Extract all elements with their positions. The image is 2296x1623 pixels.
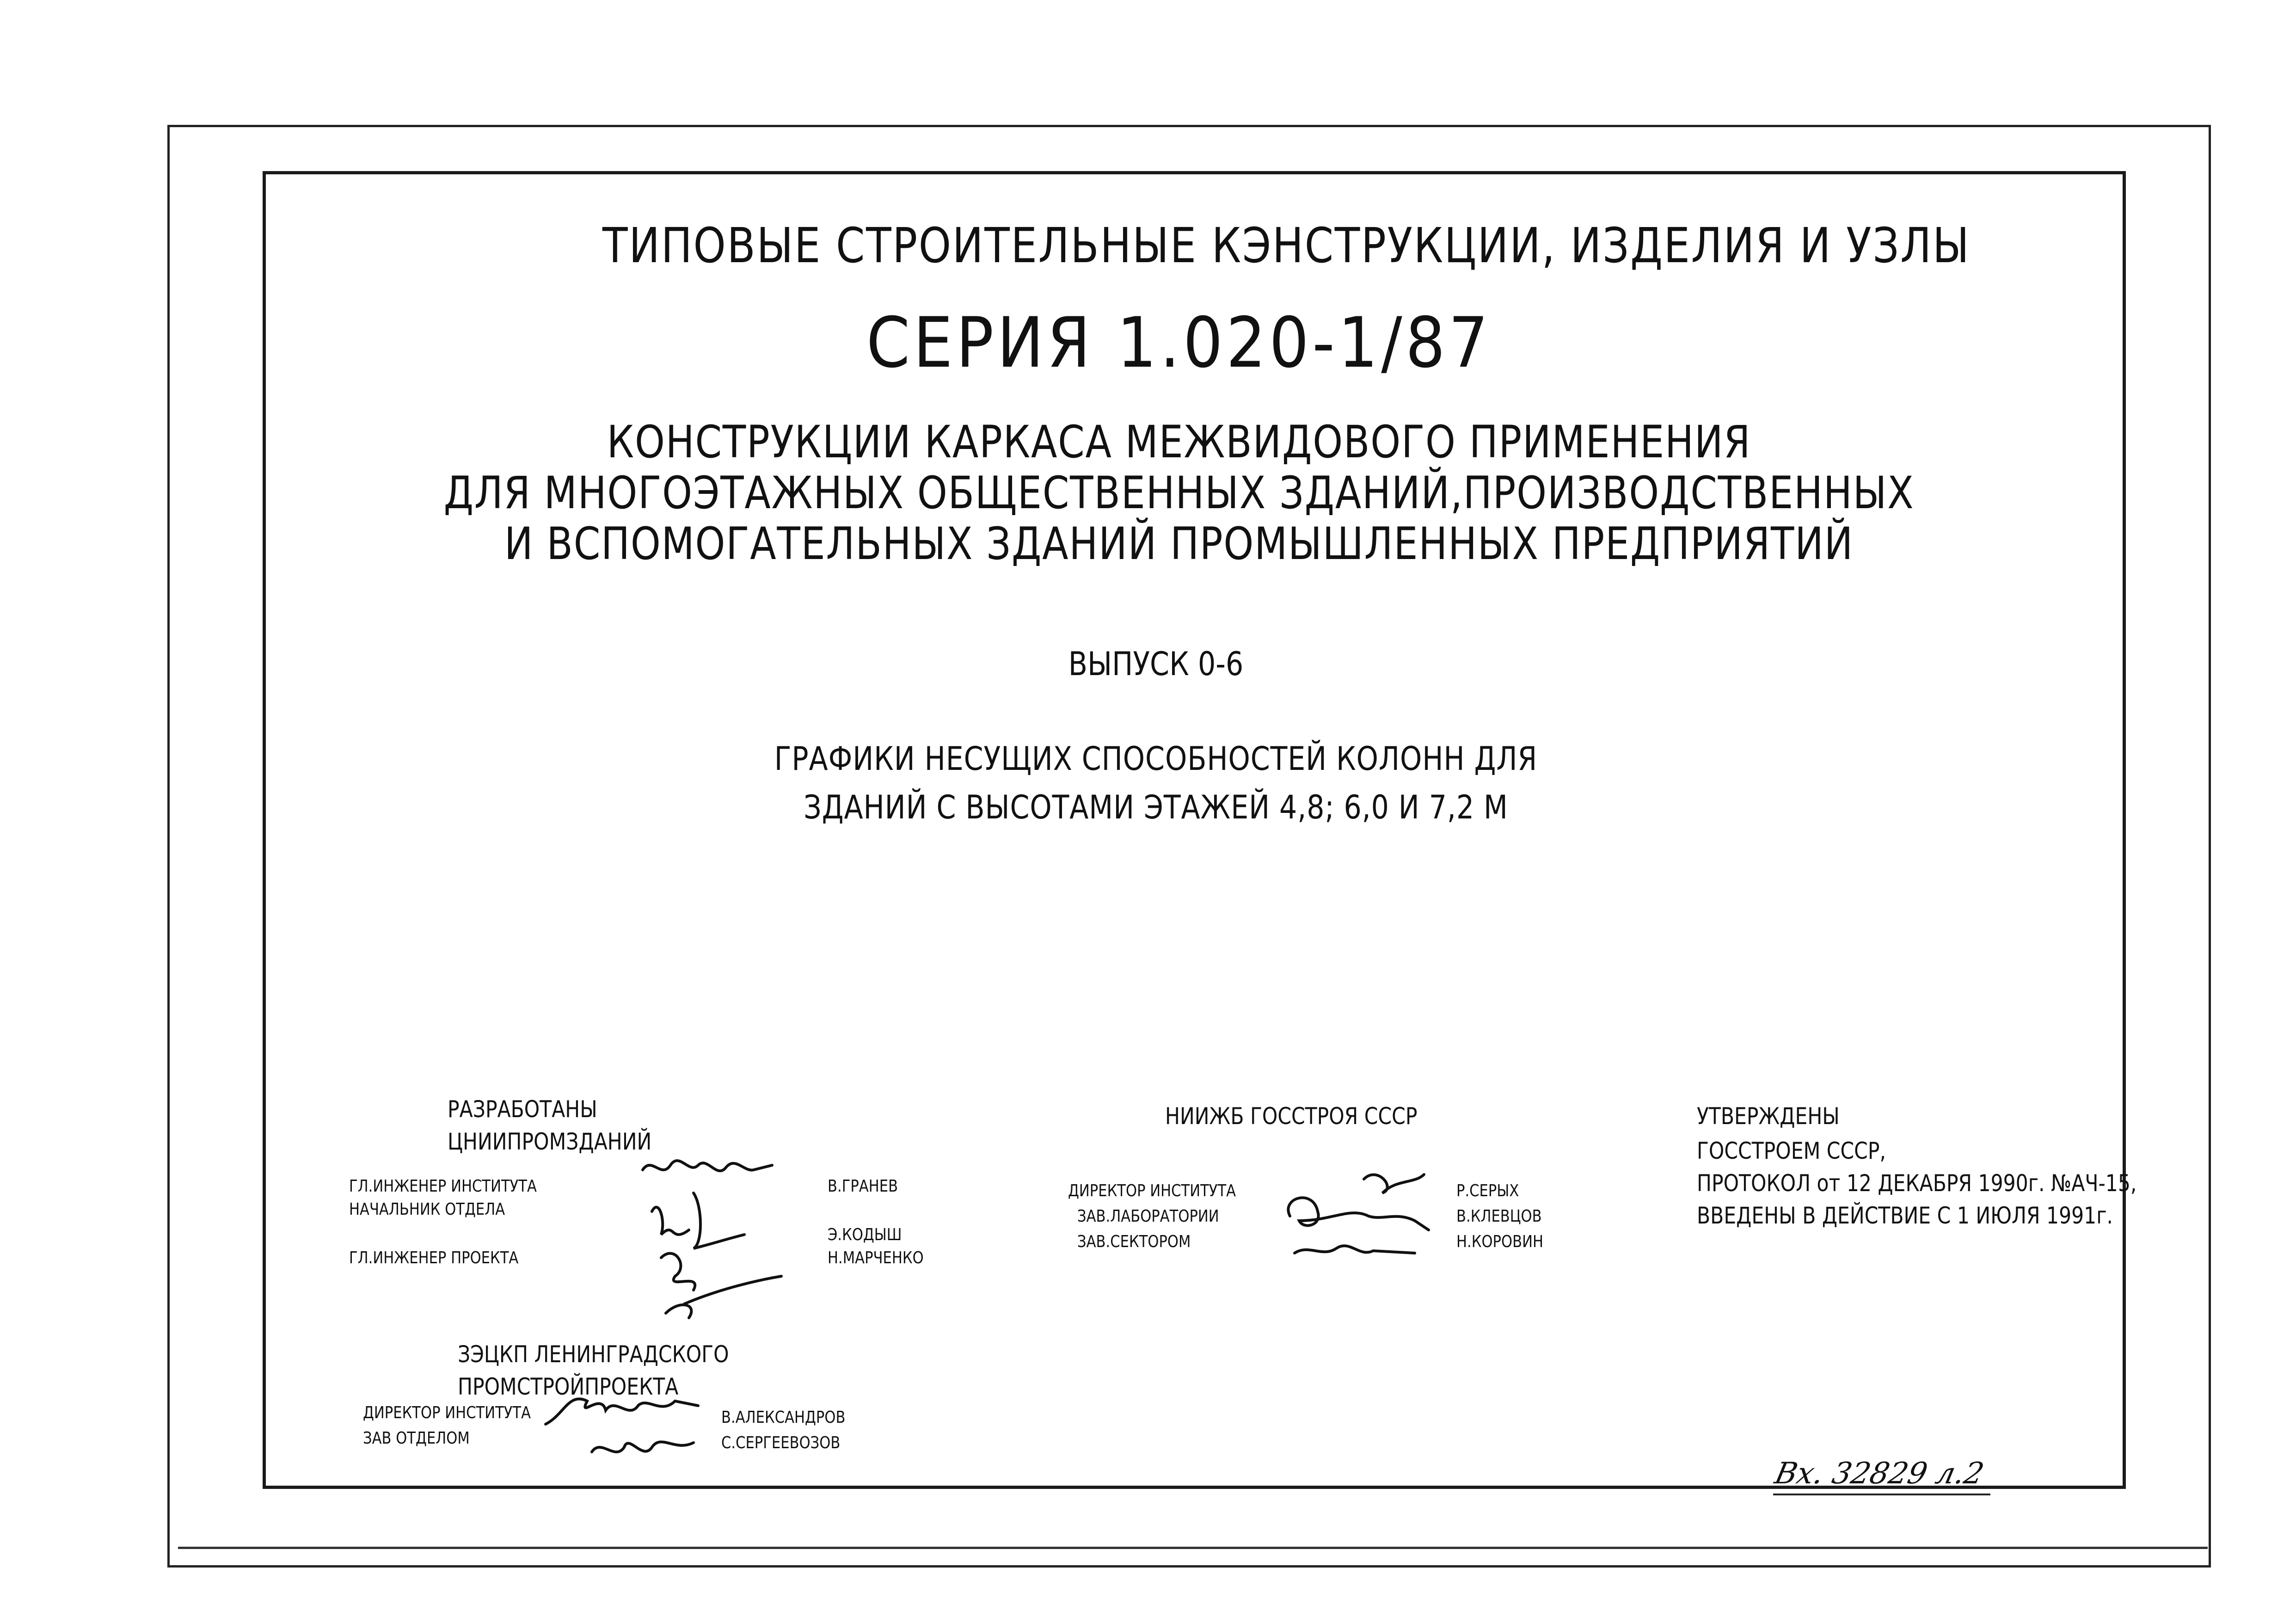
niizhb-role-3: ЗАВ.СЕКТОРОМ: [1077, 1232, 1191, 1251]
developer-heading-1: РАЗРАБОТАНЫ: [448, 1096, 597, 1123]
developer-role-3: ГЛ.ИНЖЕНЕР ПРОЕКТА: [349, 1248, 519, 1267]
subtitle-line-2: ЗДАНИЙ С ВЫСОТАМИ ЭТАЖЕЙ 4,8; 6,0 И 7,2 М: [804, 788, 1508, 826]
series-number: СЕРИЯ 1.020-1/87: [866, 303, 1492, 383]
niizhb-heading: НИИЖБ ГОССТРОЯ СССР: [1165, 1103, 1418, 1130]
approved-line-1: УТВЕРЖДЕНЫ: [1697, 1103, 1840, 1130]
approved-line-4: ВВЕДЕНЫ В ДЕЙСТВИЕ С 1 ИЮЛЯ 1991г.: [1697, 1202, 2113, 1229]
lenproekt-heading-2: ПРОМСТРОЙПРОЕКТА: [458, 1373, 679, 1400]
niizhb-name-1: Р.СЕРЫХ: [1456, 1181, 1519, 1200]
niizhb-signatures: [1276, 1161, 1456, 1262]
lenproekt-role-1: ДИРЕКТОР ИНСТИТУТА: [363, 1403, 531, 1422]
lenproekt-heading-1: ЗЭЦКП ЛЕНИНГРАДСКОГО: [458, 1341, 729, 1368]
niizhb-name-3: Н.КОРОВИН: [1456, 1232, 1543, 1251]
lenproekt-signatures: [536, 1383, 721, 1475]
developer-signatures: [633, 1151, 814, 1327]
developer-heading-2: ЦНИИПРОМЗДАНИЙ: [448, 1128, 652, 1155]
title-line-1: КОНСТРУКЦИИ КАРКАСА МЕЖВИДОВОГО ПРИМЕНЕНИЯ: [607, 416, 1751, 468]
registration-stamp: Вх. 32829 л.2: [1772, 1457, 1987, 1491]
developer-role-2: НАЧАЛЬНИК ОТДЕЛА: [349, 1200, 505, 1219]
bottom-rule: [178, 1547, 2208, 1549]
title-line-2: ДЛЯ МНОГОЭТАЖНЫХ ОБЩЕСТВЕННЫХ ЗДАНИЙ,ПРОИЗВОДСТВЕННЫХ: [443, 467, 1915, 519]
issue-number: ВЫПУСК 0-6: [1068, 645, 1244, 683]
developer-role-1: ГЛ.ИНЖЕНЕР ИНСТИТУТА: [349, 1177, 537, 1196]
niizhb-name-2: В.КЛЕВЦОВ: [1456, 1207, 1542, 1226]
developer-name-3: Н.МАРЧЕНКО: [828, 1248, 924, 1267]
approved-line-2: ГОССТРОЕМ СССР,: [1697, 1137, 1886, 1164]
document-kicker: ТИПОВЫЕ СТРОИТЕЛЬНЫЕ КЭНСТРУКЦИИ, ИЗДЕЛИЯ И УЗЛЫ: [602, 217, 1971, 274]
niizhb-role-2: ЗАВ.ЛАБОРАТОРИИ: [1077, 1207, 1219, 1226]
approved-line-3: ПРОТОКОЛ от 12 ДЕКАБРЯ 1990г. №АЧ-15,: [1697, 1170, 2137, 1197]
developer-name-1: В.ГРАНЕВ: [828, 1177, 898, 1196]
lenproekt-name-1: В.АЛЕКСАНДРОВ: [721, 1408, 846, 1427]
lenproekt-role-2: ЗАВ ОТДЕЛОМ: [363, 1429, 470, 1448]
niizhb-role-1: ДИРЕКТОР ИНСТИТУТА: [1068, 1181, 1236, 1200]
developer-name-2: Э.КОДЫШ: [828, 1225, 902, 1244]
lenproekt-name-2: С.СЕРГЕЕВОЗОВ: [721, 1433, 841, 1452]
stamp-underline: [1773, 1494, 1990, 1495]
title-line-3: И ВСПОМОГАТЕЛЬНЫХ ЗДАНИЙ ПРОМЫШЛЕННЫХ ПРЕДПРИЯТИЙ: [504, 518, 1854, 570]
subtitle-line-1: ГРАФИКИ НЕСУЩИХ СПОСОБНОСТЕЙ КОЛОНН ДЛЯ: [774, 740, 1538, 778]
